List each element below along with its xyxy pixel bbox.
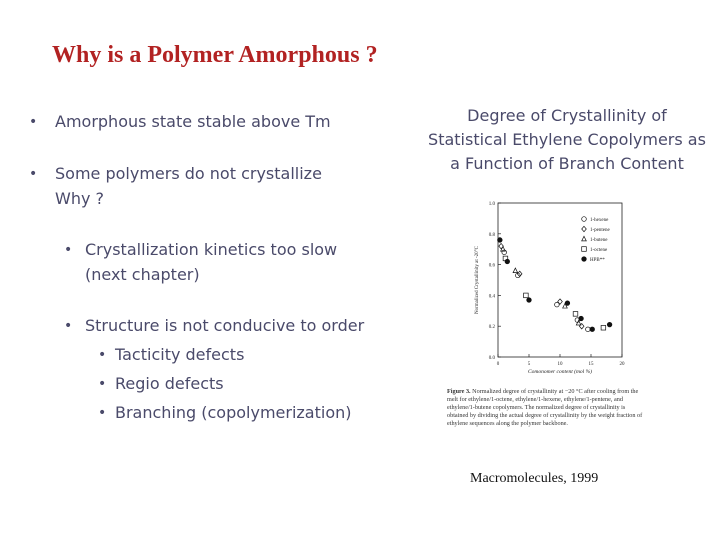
sub-sub-bullet-item (98, 343, 245, 367)
bullet-text: Some polymers do not crystallize (55, 164, 322, 183)
legend-marker (582, 217, 587, 222)
figure-caption (447, 388, 643, 428)
data-point (579, 316, 584, 321)
legend-label: 1-pentene (590, 228, 610, 233)
crystallinity-scatter-chart (455, 195, 630, 390)
plot-frame (498, 203, 622, 357)
data-point (590, 327, 595, 332)
bullet-dot-icon: • (29, 166, 38, 182)
bullet-text: Branching (copolymerization) (115, 403, 352, 422)
sub-bullet-item (64, 314, 365, 338)
caption-text: Normalized degree of crystallinity at −20 °C after cooling from the melt for ethylene/1-octene, ethylene/1-hexene, ethylene/1-pentene, and ethylene/1-butene copolymers. The normalized degree of crystallinity is obtained by dividing the actual degree of crystallinity by the weight fraction of ethylene sequences along the polymer backbone. (447, 388, 643, 427)
sub-sub-bullet-item (98, 372, 224, 396)
y-tick-label: 0.6 (488, 263, 495, 269)
legend-label: 1-butene (590, 238, 608, 243)
bullet-dot-icon: • (98, 347, 107, 363)
data-point (565, 301, 570, 306)
y-tick-label: 0.4 (488, 294, 495, 300)
data-point (513, 268, 518, 273)
data-point (498, 238, 503, 243)
y-tick-label: 0.0 (488, 356, 495, 361)
legend-label: 1-hexene (590, 218, 609, 223)
x-axis-label: Comonomer content (mol %) (527, 369, 593, 375)
bullet-text: Regio defects (115, 374, 224, 393)
bullet-item (29, 162, 322, 186)
x-tick-label: 0 (496, 362, 500, 367)
legend-marker (582, 236, 587, 241)
bullet-text: Tacticity defects (115, 345, 245, 364)
figure-title-line: Degree of Crystallinity of (467, 106, 667, 125)
citation: Macromolecules, 1999 (470, 471, 599, 486)
data-point (527, 298, 532, 303)
data-point (586, 327, 591, 332)
bullet-dot-icon: • (98, 376, 107, 392)
data-point (573, 312, 578, 317)
bullet-text: Structure is not conducive to order (85, 316, 365, 335)
data-point (558, 299, 563, 304)
sub-sub-bullet-item (98, 401, 352, 425)
figure-title (428, 104, 706, 176)
bullet-continuation: (next chapter) (85, 265, 200, 284)
data-point (524, 293, 529, 298)
legend-marker (582, 247, 587, 252)
x-tick-label: 10 (557, 362, 563, 367)
bullet-dot-icon: • (64, 242, 73, 258)
figure-title-line: Statistical Ethylene Copolymers as (428, 130, 706, 149)
bullet-item (29, 110, 331, 134)
sub-bullet-item (64, 238, 338, 262)
bullet-text: Amorphous state stable above Tm (55, 112, 331, 131)
bullet-dot-icon: • (64, 318, 73, 334)
data-point (576, 320, 581, 325)
data-point (505, 259, 510, 264)
bullet-dot-icon: • (98, 405, 107, 421)
data-point (601, 325, 606, 330)
bullet-text: Crystallization kinetics too slow (85, 240, 338, 259)
legend-marker (582, 257, 587, 262)
data-point (579, 324, 584, 329)
legend-label: HPB** (590, 258, 605, 263)
slide-title: Why is a Polymer Amorphous ? (52, 42, 378, 68)
y-tick-label: 0.8 (488, 232, 495, 238)
y-tick-label: 0.2 (488, 325, 495, 331)
caption-label: Figure 3. (447, 388, 471, 395)
x-tick-label: 15 (588, 362, 594, 367)
y-tick-label: 1.0 (488, 202, 495, 207)
legend-marker (582, 226, 587, 231)
x-tick-label: 5 (527, 362, 531, 367)
data-point (502, 250, 507, 255)
data-point (607, 322, 612, 327)
bullet-dot-icon: • (29, 114, 38, 130)
figure-title-line: a Function of Branch Content (450, 154, 684, 173)
y-axis-label: Normalized Crystallinity at -20°C (475, 246, 480, 314)
x-tick-label: 20 (619, 362, 625, 367)
legend-label: 1-octene (590, 248, 608, 253)
data-point (499, 243, 504, 248)
bullet-continuation: Why ? (55, 189, 105, 208)
